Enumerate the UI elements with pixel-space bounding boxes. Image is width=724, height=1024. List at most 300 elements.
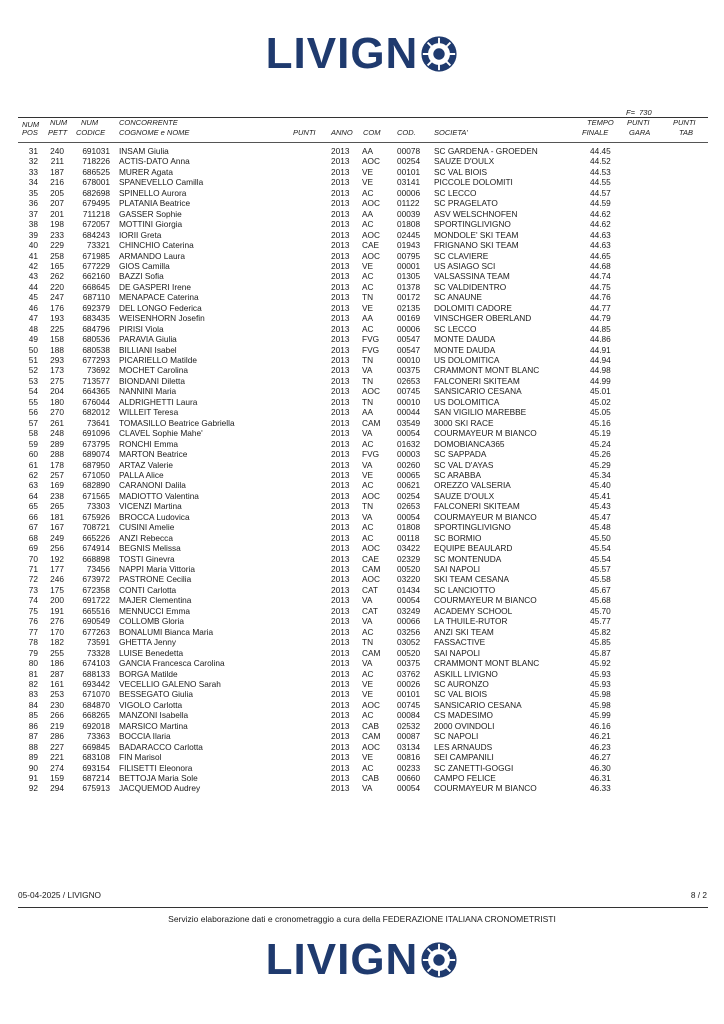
cell-fis-code: 677293 <box>82 355 110 365</box>
cell-year: 2013 <box>331 260 350 271</box>
col-concorrente: CONCORRENTE <box>119 118 178 127</box>
cell-final-time: 45.26 <box>590 449 611 460</box>
cell-fis-code: 708721 <box>82 522 110 533</box>
cell-fis-code: 689074 <box>82 449 110 460</box>
cell-fis-code: 687110 <box>82 292 110 303</box>
cell-club: VALSASSINA TEAM <box>434 271 510 282</box>
cell-committee: VE <box>362 302 374 313</box>
cell-committee: TN <box>362 355 374 365</box>
cell-athlete-name: LUISE Benedetta <box>119 647 184 658</box>
cell-committee: AOC <box>362 543 380 554</box>
cell-club-code: 00547 <box>397 334 421 345</box>
cell-year: 2013 <box>331 313 350 324</box>
cell-bib: 286 <box>50 731 64 742</box>
cell-final-time: 45.01 <box>590 386 611 397</box>
cell-pos: 54 <box>28 386 38 397</box>
cell-final-time: 44.63 <box>590 240 611 251</box>
cell-fis-code: 687214 <box>82 773 110 783</box>
cell-club: COURMAYEUR M BIANCO <box>434 595 537 606</box>
cell-committee: CAT <box>362 605 378 616</box>
cell-athlete-name: GIOS Camilla <box>119 260 170 271</box>
table-row <box>0 470 724 480</box>
cell-fis-code: 711218 <box>82 208 110 219</box>
cell-club-code: 00101 <box>397 166 421 177</box>
cell-pos: 86 <box>28 720 38 731</box>
cell-bib: 167 <box>50 522 64 533</box>
col-finale: FINALE <box>582 128 609 137</box>
cell-pos: 60 <box>28 449 38 460</box>
cell-year: 2013 <box>331 574 350 585</box>
cell-committee: AC <box>362 762 374 773</box>
cell-athlete-name: GHETTA Jenny <box>119 637 177 648</box>
cell-year: 2013 <box>331 532 350 543</box>
cell-final-time: 45.05 <box>590 407 611 418</box>
cell-club-code: 00375 <box>397 658 421 669</box>
cell-final-time: 45.98 <box>590 689 611 700</box>
table-row <box>0 376 724 386</box>
cell-year: 2013 <box>331 658 350 669</box>
cell-committee: CAM <box>362 564 381 574</box>
table-row <box>0 407 724 417</box>
cell-committee: AOC <box>362 156 380 167</box>
table-row <box>0 564 724 574</box>
cell-pos: 59 <box>28 438 38 449</box>
cell-fis-code: 691096 <box>82 428 110 439</box>
cell-fis-code: 673795 <box>82 438 110 449</box>
cell-final-time: 44.63 <box>590 229 611 240</box>
cell-athlete-name: INSAM Giulia <box>119 146 169 156</box>
cell-year: 2013 <box>331 678 350 689</box>
cell-year: 2013 <box>331 396 350 407</box>
cell-athlete-name: IORII Greta <box>119 229 162 240</box>
cell-pos: 43 <box>28 271 38 282</box>
cell-year: 2013 <box>331 240 350 251</box>
cell-pos: 90 <box>28 762 38 773</box>
cell-bib: 289 <box>50 438 64 449</box>
table-row <box>0 261 724 271</box>
cell-bib: 293 <box>50 355 64 365</box>
col-pett: PETT <box>48 128 68 137</box>
cell-year: 2013 <box>331 720 350 731</box>
cell-fis-code: 668265 <box>82 710 110 721</box>
cell-club-code: 01808 <box>397 522 421 533</box>
cell-year: 2013 <box>331 605 350 616</box>
table-row <box>0 209 724 219</box>
cell-year: 2013 <box>331 198 350 209</box>
cell-final-time: 45.41 <box>590 490 611 501</box>
cell-final-time: 45.34 <box>590 469 611 480</box>
table-row <box>0 167 724 177</box>
cell-bib: 216 <box>50 177 64 188</box>
cell-year: 2013 <box>331 647 350 658</box>
cell-final-time: 44.68 <box>590 260 611 271</box>
cell-committee: AOC <box>362 229 380 240</box>
cell-bib: 159 <box>50 773 64 783</box>
cell-final-time: 45.77 <box>590 616 611 627</box>
cell-fis-code: 693442 <box>82 678 110 689</box>
cell-year: 2013 <box>331 187 350 198</box>
col-punti: PUNTI <box>293 128 316 137</box>
cell-bib: 266 <box>50 710 64 721</box>
col-anno: ANNO <box>331 128 353 137</box>
cell-athlete-name: TOSTI Ginevra <box>119 553 175 564</box>
cell-bib: 220 <box>50 281 64 292</box>
cell-club-code: 03249 <box>397 605 421 616</box>
table-row <box>0 637 724 647</box>
table-row <box>0 595 724 605</box>
table-row <box>0 177 724 187</box>
cell-bib: 188 <box>50 344 64 355</box>
cell-club: SPORTINGLIVIGNO <box>434 522 511 533</box>
cell-athlete-name: BOCCIA Ilaria <box>119 731 171 742</box>
cell-club: SC VAL BIOIS <box>434 689 488 700</box>
cell-year: 2013 <box>331 386 350 397</box>
cell-fis-code: 73692 <box>86 365 110 376</box>
cell-bib: 258 <box>50 250 64 261</box>
cell-bib: 165 <box>50 260 64 271</box>
cell-club-code: 02653 <box>397 501 421 512</box>
cell-club-code: 00001 <box>397 260 421 271</box>
table-row <box>0 271 724 281</box>
cell-bib: 175 <box>50 584 64 595</box>
cell-final-time: 45.16 <box>590 417 611 428</box>
cell-final-time: 45.57 <box>590 564 611 574</box>
cell-pos: 74 <box>28 595 38 606</box>
cell-committee: AC <box>362 438 374 449</box>
cell-club-code: 01122 <box>397 198 420 209</box>
cell-committee: AOC <box>362 741 380 752</box>
table-row <box>0 188 724 198</box>
cell-fis-code: 682012 <box>82 407 110 418</box>
table-row <box>0 721 724 731</box>
cell-fis-code: 73363 <box>86 731 110 742</box>
cell-club-code: 00039 <box>397 208 421 219</box>
cell-club-code: 00172 <box>397 292 421 303</box>
cell-pos: 89 <box>28 752 38 763</box>
cell-year: 2013 <box>331 501 350 512</box>
cell-athlete-name: GANCIA Francesca Carolina <box>119 658 225 669</box>
cell-final-time: 45.93 <box>590 668 611 679</box>
cell-fis-code: 73591 <box>86 637 110 648</box>
cell-club: SAUZE D'OULX <box>434 490 495 501</box>
cell-bib: 276 <box>50 616 64 627</box>
cell-club: SC ANAUNE <box>434 292 482 303</box>
cell-committee: TN <box>362 375 374 386</box>
cell-bib: 201 <box>50 208 64 219</box>
cell-pos: 63 <box>28 480 38 491</box>
cell-club: SC NAPOLI <box>434 731 479 742</box>
cell-club-code: 00233 <box>397 762 421 773</box>
cell-year: 2013 <box>331 511 350 522</box>
cell-bib: 211 <box>50 156 64 167</box>
cell-fis-code: 662160 <box>82 271 110 282</box>
cell-committee: AC <box>362 532 374 543</box>
cell-bib: 204 <box>50 386 64 397</box>
cell-committee: VE <box>362 469 374 480</box>
cell-year: 2013 <box>331 166 350 177</box>
cell-club-code: 03052 <box>397 637 421 648</box>
cell-year: 2013 <box>331 407 350 418</box>
col-tempo: TEMPO <box>587 118 614 127</box>
cell-final-time: 45.40 <box>590 480 611 491</box>
cell-club-code: 01808 <box>397 219 421 230</box>
cell-year: 2013 <box>331 271 350 282</box>
cell-pos: 56 <box>28 407 38 418</box>
cell-club-code: 00078 <box>397 146 421 156</box>
cell-athlete-name: WILLEIT Teresa <box>119 407 179 418</box>
cell-year: 2013 <box>331 783 350 794</box>
cell-pos: 45 <box>28 292 38 303</box>
cell-committee: TN <box>362 396 374 407</box>
cell-committee: CAE <box>362 240 380 251</box>
cell-athlete-name: ALDRIGHETTI Laura <box>119 396 198 407</box>
cell-club-code: 02329 <box>397 553 421 564</box>
cell-bib: 180 <box>50 396 64 407</box>
table-row <box>0 313 724 323</box>
table-row <box>0 156 724 166</box>
cell-athlete-name: MENAPACE Caterina <box>119 292 199 303</box>
cell-committee: AC <box>362 219 374 230</box>
cell-fis-code: 674103 <box>82 658 110 669</box>
cell-athlete-name: MAJER Clementina <box>119 595 192 606</box>
cell-bib: 246 <box>50 574 64 585</box>
cell-club: SAI NAPOLI <box>434 647 481 658</box>
cell-pos: 77 <box>28 626 38 637</box>
cell-year: 2013 <box>331 480 350 491</box>
cell-athlete-name: VECELLIO GALENO Sarah <box>119 678 221 689</box>
cell-athlete-name: SPANEVELLO Camilla <box>119 177 204 188</box>
cell-pos: 88 <box>28 741 38 752</box>
cell-club: COURMAYEUR M BIANCO <box>434 428 537 439</box>
cell-athlete-name: MADIOTTO Valentina <box>119 490 199 501</box>
cell-committee: AC <box>362 323 374 334</box>
cell-club-code: 00745 <box>397 386 421 397</box>
cell-year: 2013 <box>331 616 350 627</box>
cell-final-time: 44.55 <box>590 177 611 188</box>
cell-pos: 50 <box>28 344 38 355</box>
cell-club: SAUZE D'OULX <box>434 156 495 167</box>
cell-club: US DOLOMITICA <box>434 355 500 365</box>
cell-athlete-name: FILISETTI Eleonora <box>119 762 193 773</box>
cell-pos: 80 <box>28 658 38 669</box>
cell-athlete-name: BADARACCO Carlotta <box>119 741 203 752</box>
cell-club: MONTE DAUDA <box>434 344 496 355</box>
cell-club-code: 00547 <box>397 344 421 355</box>
cell-year: 2013 <box>331 281 350 292</box>
cell-pos: 53 <box>28 375 38 386</box>
cell-club-code: 00254 <box>397 490 421 501</box>
cell-club: DOLOMITI CADORE <box>434 302 512 313</box>
cell-bib: 249 <box>50 532 64 543</box>
cell-athlete-name: MARSICO Martina <box>119 720 188 731</box>
cell-fis-code: 692379 <box>82 302 110 313</box>
table-row <box>0 658 724 668</box>
cell-committee: TN <box>362 637 374 648</box>
cell-club: FALCONERI SKITEAM <box>434 501 520 512</box>
cell-final-time: 44.77 <box>590 302 611 313</box>
cell-bib: 191 <box>50 605 64 616</box>
cell-bib: 193 <box>50 313 64 324</box>
cell-club-code: 00520 <box>397 647 421 658</box>
cell-final-time: 45.92 <box>590 658 611 669</box>
table-row <box>0 219 724 229</box>
cell-fis-code: 671070 <box>82 689 110 700</box>
col-punti-gara-1: PUNTI <box>627 118 650 127</box>
cell-committee: FVG <box>362 334 380 345</box>
cell-committee: VA <box>362 595 373 606</box>
cell-year: 2013 <box>331 449 350 460</box>
cell-club-code: 00003 <box>397 449 421 460</box>
cell-committee: AOC <box>362 386 380 397</box>
cell-fis-code: 682698 <box>82 187 110 198</box>
cell-pos: 41 <box>28 250 38 261</box>
cell-committee: CAM <box>362 417 381 428</box>
cell-fis-code: 673972 <box>82 574 110 585</box>
col-num1b: NUM <box>50 118 68 127</box>
cell-bib: 192 <box>50 553 64 564</box>
table-row <box>0 251 724 261</box>
table-row <box>0 752 724 762</box>
cell-club: SC AURONZO <box>434 678 489 689</box>
cell-club: SANSICARIO CESANA <box>434 386 522 397</box>
cell-athlete-name: MANZONI Isabella <box>119 710 189 721</box>
cell-pos: 66 <box>28 511 38 522</box>
cell-year: 2013 <box>331 219 350 230</box>
table-row <box>0 491 724 501</box>
cell-final-time: 44.53 <box>590 166 611 177</box>
cell-bib: 158 <box>50 334 64 345</box>
cell-year: 2013 <box>331 668 350 679</box>
cell-club-code: 00375 <box>397 365 421 376</box>
cell-final-time: 45.54 <box>590 543 611 554</box>
cell-final-time: 46.31 <box>590 773 611 783</box>
cell-year: 2013 <box>331 156 350 167</box>
cell-club: SC MONTENUDA <box>434 553 502 564</box>
cell-fis-code: 73321 <box>86 240 110 251</box>
cell-athlete-name: GASSER Sophie <box>119 208 182 219</box>
cell-pos: 35 <box>28 187 38 198</box>
cell-year: 2013 <box>331 752 350 763</box>
cell-club: CRAMMONT MONT BLANC <box>434 658 540 669</box>
cell-club: ASKILL LIVIGNO <box>434 668 498 679</box>
cell-club-code: 00006 <box>397 323 421 334</box>
cell-final-time: 44.57 <box>590 187 611 198</box>
cell-committee: AC <box>362 626 374 637</box>
cell-final-time: 45.54 <box>590 553 611 564</box>
cell-athlete-name: COLLOMB Gloria <box>119 616 185 627</box>
cell-fis-code: 713577 <box>82 375 110 386</box>
cell-committee: AC <box>362 710 374 721</box>
cell-bib: 200 <box>50 595 64 606</box>
cell-committee: VA <box>362 616 373 627</box>
cell-pos: 33 <box>28 166 38 177</box>
cell-pos: 38 <box>28 219 38 230</box>
cell-club: CAMPO FELICE <box>434 773 496 783</box>
cell-club: ASV WELSCHNOFEN <box>434 208 518 219</box>
cell-club-code: 00087 <box>397 731 421 742</box>
cell-club: SC LECCO <box>434 187 477 198</box>
cell-fis-code: 688133 <box>82 668 110 679</box>
cell-pos: 49 <box>28 334 38 345</box>
cell-bib: 294 <box>50 783 64 794</box>
cell-club: FALCONERI SKITEAM <box>434 375 520 386</box>
cell-final-time: 46.16 <box>590 720 611 731</box>
cell-fis-code: 684870 <box>82 699 110 710</box>
cell-year: 2013 <box>331 469 350 480</box>
col-cod: COD. <box>397 128 416 137</box>
cell-club-code: 00084 <box>397 710 421 721</box>
cell-bib: 187 <box>50 166 64 177</box>
cell-bib: 230 <box>50 699 64 710</box>
cell-pos: 31 <box>28 146 38 156</box>
cell-committee: VA <box>362 365 373 376</box>
cell-athlete-name: BONALUMI Bianca Maria <box>119 626 214 637</box>
cell-fis-code: 675926 <box>82 511 110 522</box>
cell-athlete-name: PICARIELLO Matilde <box>119 355 197 365</box>
cell-bib: 219 <box>50 720 64 731</box>
cell-year: 2013 <box>331 553 350 564</box>
cell-committee: CAE <box>362 553 380 564</box>
cell-final-time: 44.98 <box>590 365 611 376</box>
cell-club: SC LECCO <box>434 323 477 334</box>
cell-year: 2013 <box>331 689 350 700</box>
cell-committee: CAM <box>362 731 381 742</box>
cell-pos: 92 <box>28 783 38 794</box>
cell-club: EQUIPE BEAULARD <box>434 543 513 554</box>
cell-fis-code: 690549 <box>82 616 110 627</box>
cell-fis-code: 671985 <box>82 250 110 261</box>
cell-pos: 55 <box>28 396 38 407</box>
table-row <box>0 679 724 689</box>
cell-final-time: 44.52 <box>590 156 611 167</box>
footer-page-number: 8 / 2 <box>690 890 707 900</box>
cell-fis-code: 682890 <box>82 480 110 491</box>
cell-club-code: 00260 <box>397 459 421 470</box>
cell-committee: AOC <box>362 699 380 710</box>
cell-final-time: 44.59 <box>590 198 611 209</box>
cell-committee: VE <box>362 260 374 271</box>
cell-bib: 253 <box>50 689 64 700</box>
cell-club: SC SAPPADA <box>434 449 487 460</box>
cell-athlete-name: SPINELLO Aurora <box>119 187 187 198</box>
cell-club-code: 00520 <box>397 564 421 574</box>
cell-year: 2013 <box>331 637 350 648</box>
table-row <box>0 355 724 365</box>
cell-final-time: 45.99 <box>590 710 611 721</box>
cell-fis-code: 680538 <box>82 344 110 355</box>
cell-committee: VE <box>362 177 374 188</box>
cell-committee: AOC <box>362 198 380 209</box>
cell-pos: 34 <box>28 177 38 188</box>
cell-club-code: 03256 <box>397 626 421 637</box>
cell-year: 2013 <box>331 250 350 261</box>
cell-fis-code: 687950 <box>82 459 110 470</box>
cell-bib: 186 <box>50 658 64 669</box>
cell-club-code: 03220 <box>397 574 421 585</box>
cell-final-time: 44.79 <box>590 313 611 324</box>
cell-year: 2013 <box>331 355 350 365</box>
cell-year: 2013 <box>331 302 350 313</box>
col-com: COM <box>363 128 381 137</box>
cell-year: 2013 <box>331 323 350 334</box>
cell-bib: 227 <box>50 741 64 752</box>
cell-final-time: 45.93 <box>590 678 611 689</box>
cell-club-code: 00169 <box>397 313 421 324</box>
cell-club: SEI CAMPANILI <box>434 752 494 763</box>
cell-club: FASSACTIVE <box>434 637 486 648</box>
cell-club: SAN VIGILIO MAREBBE <box>434 407 527 418</box>
cell-committee: AC <box>362 522 374 533</box>
